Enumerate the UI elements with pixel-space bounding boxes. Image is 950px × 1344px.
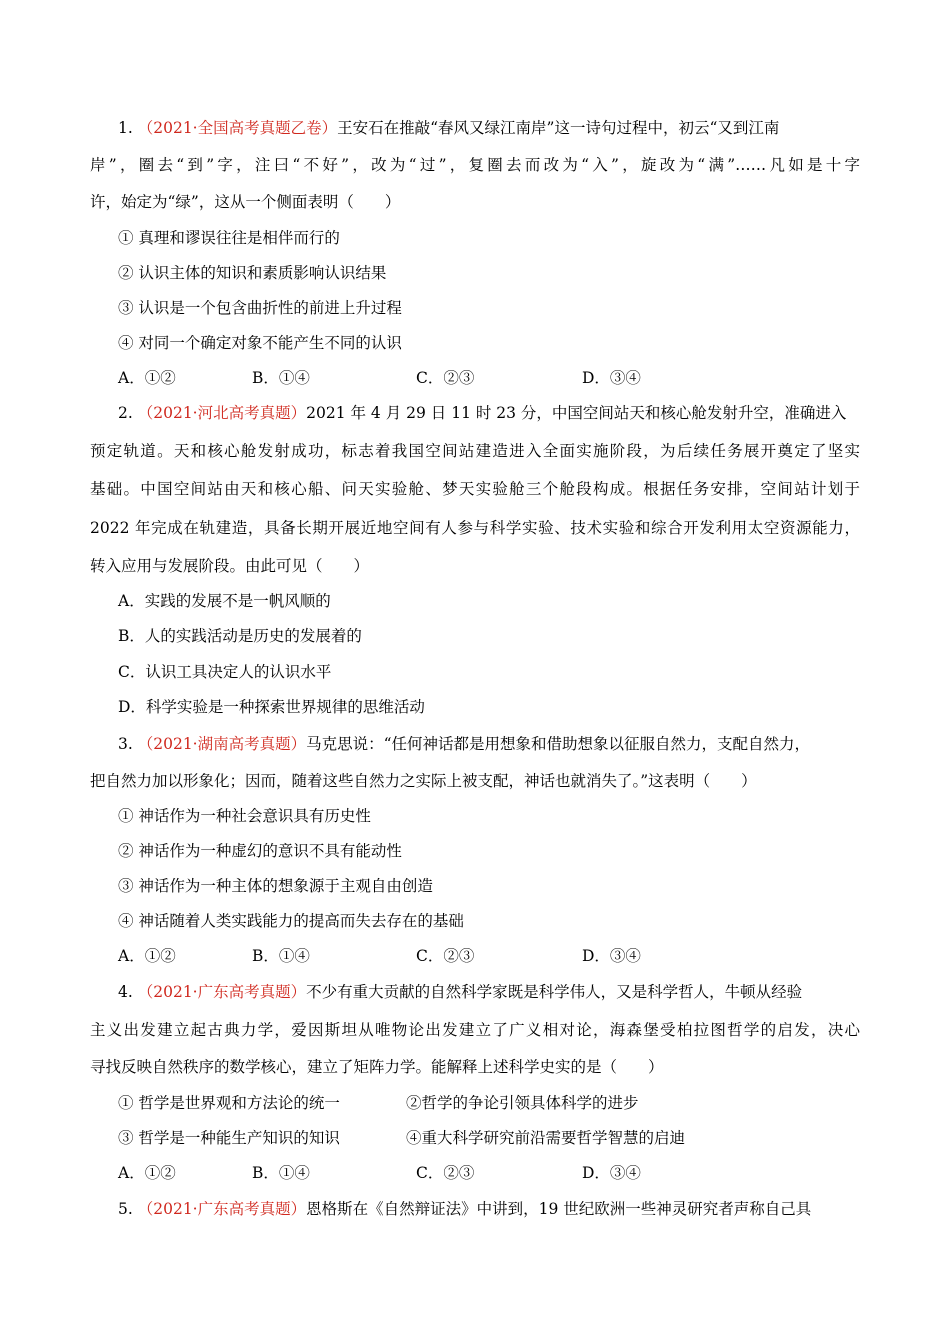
question-number: 5. xyxy=(118,1200,133,1218)
question-number: 1. xyxy=(118,119,133,137)
question-source: （2021·湖南高考真题） xyxy=(137,735,307,753)
choice-a[interactable]: A．①② xyxy=(118,947,176,965)
choice-d[interactable]: D．③④ xyxy=(582,947,641,965)
question-3-stem-line: 把自然力加以形象化；因而，随着这些自然力之实际上被支配，神话也就消失了。”这表明（ ） xyxy=(90,772,757,790)
question-1-item: ① 真理和谬误往往是相伴而行的 xyxy=(118,229,340,247)
question-4-stem-line: 寻找反映自然秩序的数学核心，建立了矩阵力学。能解释上述科学史实的是（ ） xyxy=(90,1058,664,1076)
question-2-option-c[interactable]: C．认识工具决定人的认识水平 xyxy=(118,663,332,681)
question-1-stem-line: 岸”，圈去“到”字，注曰“不好”，改为“过”，复圈去而改为“入”，旋改为“满”……凡如是十字 xyxy=(90,156,860,174)
question-3-item: ④ 神话随着人类实践能力的提高而失去存在的基础 xyxy=(118,912,464,930)
question-number: 4. xyxy=(118,983,133,1001)
question-4-item: ②哲学的争论引领具体科学的进步 xyxy=(406,1094,639,1112)
question-2-stem-line: 预定轨道。天和核心舱发射成功，标志着我国空间站建造进入全面实施阶段，为后续任务展开奠定了坚实 xyxy=(90,442,860,460)
choice-a[interactable]: A．①② xyxy=(118,1164,176,1182)
question-source: （2021·广东高考真题） xyxy=(137,983,307,1001)
choice-c[interactable]: C．②③ xyxy=(416,947,475,965)
question-4-item: ③ 哲学是一种能生产知识的知识 xyxy=(118,1129,340,1147)
question-source: （2021·全国高考真题乙卷） xyxy=(137,119,338,137)
choice-b[interactable]: B．①④ xyxy=(252,369,310,387)
question-number: 3. xyxy=(118,735,133,753)
question-2-stem-line: 基础。中国空间站由天和核心船、问天实验舱、梦天实验舱三个舱段构成。根据任务安排，空间站计划于 xyxy=(90,480,860,498)
question-3-item: ③ 神话作为一种主体的想象源于主观自由创造 xyxy=(118,877,433,895)
choice-a[interactable]: A．①② xyxy=(118,369,176,387)
question-2-option-b[interactable]: B．人的实践活动是历史的发展着的 xyxy=(118,627,362,645)
question-1-item: ③ 认识是一个包含曲折性的前进上升过程 xyxy=(118,299,402,317)
question-3-item: ② 神话作为一种虚幻的意识不具有能动性 xyxy=(118,842,402,860)
choice-b[interactable]: B．①④ xyxy=(252,947,310,965)
question-1-item: ④ 对同一个确定对象不能产生不同的认识 xyxy=(118,334,402,352)
question-2-stem-line: 2022 年完成在轨建造，具备长期开展近地空间有人参与科学实验、技术实验和综合开发利用太空资源能力， xyxy=(90,519,860,537)
question-stem: 马克思说：“任何神话都是用想象和借助想象以征服自然力，支配自然力， xyxy=(306,735,811,753)
choice-d[interactable]: D．③④ xyxy=(582,369,641,387)
question-1-stem-line: 许，始定为“绿”，这从一个侧面表明（ ） xyxy=(90,193,401,211)
question-2-option-a[interactable]: A．实践的发展不是一帆风顺的 xyxy=(118,592,331,610)
question-stem: 王安石在推敲“春风又绿江南岸”这一诗句过程中，初云“又到江南 xyxy=(337,119,780,137)
question-4-item: ① 哲学是世界观和方法论的统一 xyxy=(118,1094,340,1112)
question-4-item: ④重大科学研究前沿需要哲学智慧的启迪 xyxy=(406,1129,686,1147)
question-5-first-line xyxy=(118,1199,888,1219)
question-3-item: ① 神话作为一种社会意识具有历史性 xyxy=(118,807,371,825)
question-4-first-line xyxy=(118,982,888,1002)
question-source: （2021·广东高考真题） xyxy=(137,1200,307,1218)
question-1-first-line xyxy=(118,118,888,138)
question-2-option-d[interactable]: D．科学实验是一种探索世界规律的思维活动 xyxy=(118,698,425,716)
question-source: （2021·河北高考真题） xyxy=(137,404,307,422)
choice-c[interactable]: C．②③ xyxy=(416,369,475,387)
question-stem: 2021 年 4 月 29 日 11 时 23 分，中国空间站天和核心舱发射升空，准确进入 xyxy=(306,404,847,422)
question-2-first-line xyxy=(118,403,888,423)
question-number: 2. xyxy=(118,404,133,422)
question-stem: 不少有重大贡献的自然科学家既是科学伟人，又是科学哲人，牛顿从经验 xyxy=(306,983,803,1001)
question-3-first-line xyxy=(118,734,888,754)
question-2-stem-line: 转入应用与发展阶段。由此可见（ ） xyxy=(90,557,370,575)
question-1-item: ② 认识主体的知识和素质影响认识结果 xyxy=(118,264,387,282)
choice-c[interactable]: C．②③ xyxy=(416,1164,475,1182)
question-4-stem-line: 主义出发建立起古典力学，爱因斯坦从唯物论出发建立了广义相对论，海森堡受柏拉图哲学的启发，决心 xyxy=(90,1021,860,1039)
question-stem: 恩格斯在《自然辩证法》中讲到，19 世纪欧洲一些神灵研究者声称自己具 xyxy=(306,1200,812,1218)
choice-d[interactable]: D．③④ xyxy=(582,1164,641,1182)
choice-b[interactable]: B．①④ xyxy=(252,1164,310,1182)
